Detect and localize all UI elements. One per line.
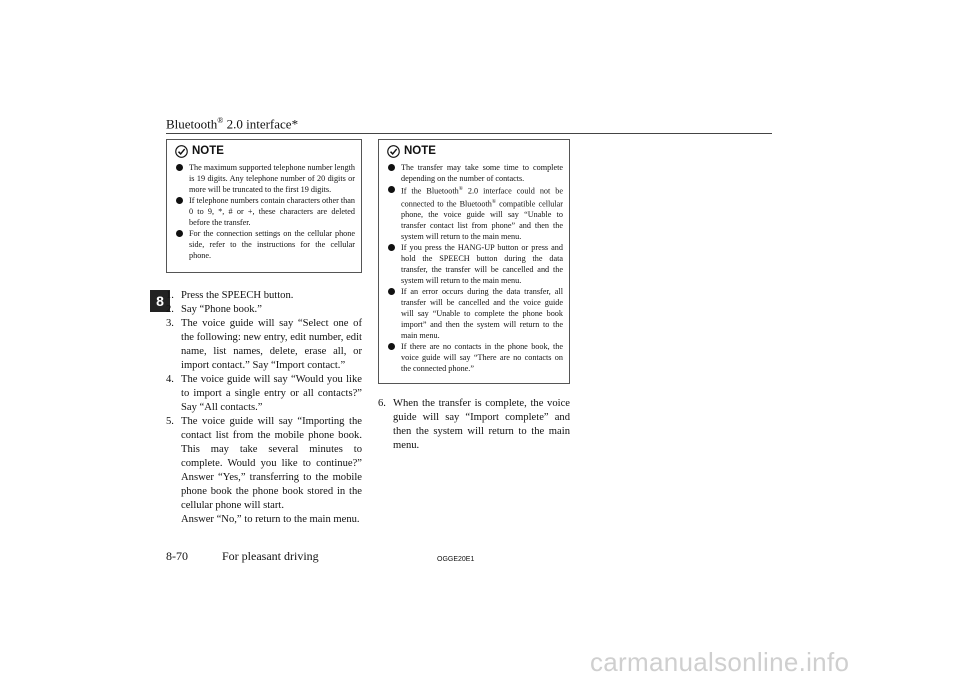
procedure-steps-continued <box>378 397 570 453</box>
step-item <box>166 373 362 415</box>
registered-mark: ® <box>217 116 224 125</box>
bullet-icon <box>388 186 395 193</box>
step-number: 2. <box>166 304 174 315</box>
bullet-icon <box>176 197 183 204</box>
step-text: Say “Phone book.” <box>181 304 262 315</box>
note-item <box>387 242 563 286</box>
note-item-text: If telephone numbers contain characters other than 0 to 9, *, # or +, these characters are deleted before the transfer. <box>189 196 355 227</box>
step-text: The voice guide will say “Select one of the following: new entry, edit number, edit name, list names, delete, erase all, or import contact.” Say “Import contact.” <box>181 318 362 371</box>
note-header <box>175 143 355 159</box>
note-item-text-b: 2.0 interface could not be connected to the Bluetooth <box>401 186 564 209</box>
note-item <box>387 286 563 341</box>
note-item-text: For the connection settings on the cellular phone side, refer to the instructions for the cellular phone. <box>189 229 355 260</box>
bullet-icon <box>388 164 395 171</box>
step-text: Press the SPEECH button. <box>181 290 294 301</box>
header-divider <box>166 133 772 134</box>
note-check-icon <box>175 145 188 158</box>
step-text: The voice guide will say “Would you like to import a single entry or all contacts?” Say “All contacts.” <box>181 374 362 413</box>
bullet-icon <box>388 244 395 251</box>
bullet-icon <box>388 343 395 350</box>
note-item <box>175 162 355 195</box>
step-item <box>166 415 362 513</box>
note-item-text: If you press the HANG-UP button or press and hold the SPEECH button during the data transfer, the transfer will be cancelled and the system will return to the main menu. <box>401 243 563 286</box>
step-number: 4. <box>166 374 174 385</box>
step-text: The voice guide will say “Importing the contact list from the mobile phone book. This may take several minutes to complete. Would you like to continue?” Answer “Yes,” transferring to the mobile phone book the phone book stored in the cellular phone will start. <box>181 416 362 511</box>
note-item-text: If an error occurs during the data transfer, all transfer will be cancelled and the voice guide will say “Unable to complete the phone book import” and then the system will return to the main menu. <box>401 287 563 341</box>
page-number: 8-70 <box>166 549 188 563</box>
step-number: 5. <box>166 416 174 427</box>
note-item <box>175 195 355 228</box>
step-number: 3. <box>166 318 174 329</box>
note-item-text: The maximum supported telephone number length is 19 digits. Any telephone number of 20 digits or more will be truncated to the first 19 digits. <box>189 163 355 194</box>
note-label: NOTE <box>192 145 224 157</box>
note-item-text: The transfer may take some time to complete depending on the number of contacts. <box>401 163 563 183</box>
note-item <box>387 162 563 184</box>
page-header-title <box>166 116 298 132</box>
document-code: OGGE20E1 <box>437 556 475 563</box>
step-text: When the transfer is complete, the voice guide will say “Import complete” and then the system will return to the main menu. <box>393 398 570 451</box>
chapter-tab: 8 <box>150 290 170 312</box>
note-item <box>387 341 563 374</box>
note-item-text-c: compatible cellular phone, the voice guide will say “Unable to transfer contact list from phone” and then the system will return to the main menu. <box>401 199 563 242</box>
step-item <box>378 397 570 453</box>
step-continuation: Answer “No,” to return to the main menu. <box>181 514 360 525</box>
registered-mark: ® <box>458 186 463 192</box>
step-item <box>166 317 362 373</box>
procedure-steps <box>166 289 362 527</box>
note-item-text: If there are no contacts in the phone book, the voice guide will say “There are no contacts on the connected phone.” <box>401 342 563 374</box>
bullet-icon <box>176 164 183 171</box>
bullet-icon <box>388 288 395 295</box>
header-title-post: 2.0 interface* <box>223 116 299 132</box>
bullet-icon <box>176 230 183 237</box>
note-box-2 <box>378 139 570 384</box>
note-item-text-a: If the Bluetooth <box>401 186 459 196</box>
header-title-pre: Bluetooth <box>166 116 218 132</box>
note-item <box>175 228 355 261</box>
section-label: For pleasant driving <box>222 549 319 563</box>
note-header <box>387 143 563 159</box>
note-label: NOTE <box>404 145 436 157</box>
watermark: carmanualsonline.info <box>590 647 850 677</box>
step-item <box>166 303 362 317</box>
note-check-icon <box>387 145 400 158</box>
step-number: 6. <box>378 398 386 409</box>
step-number: 1. <box>166 290 174 301</box>
step-item <box>166 289 362 303</box>
registered-mark: ® <box>491 198 497 205</box>
note-item <box>387 184 563 242</box>
note-box-1 <box>166 139 362 273</box>
